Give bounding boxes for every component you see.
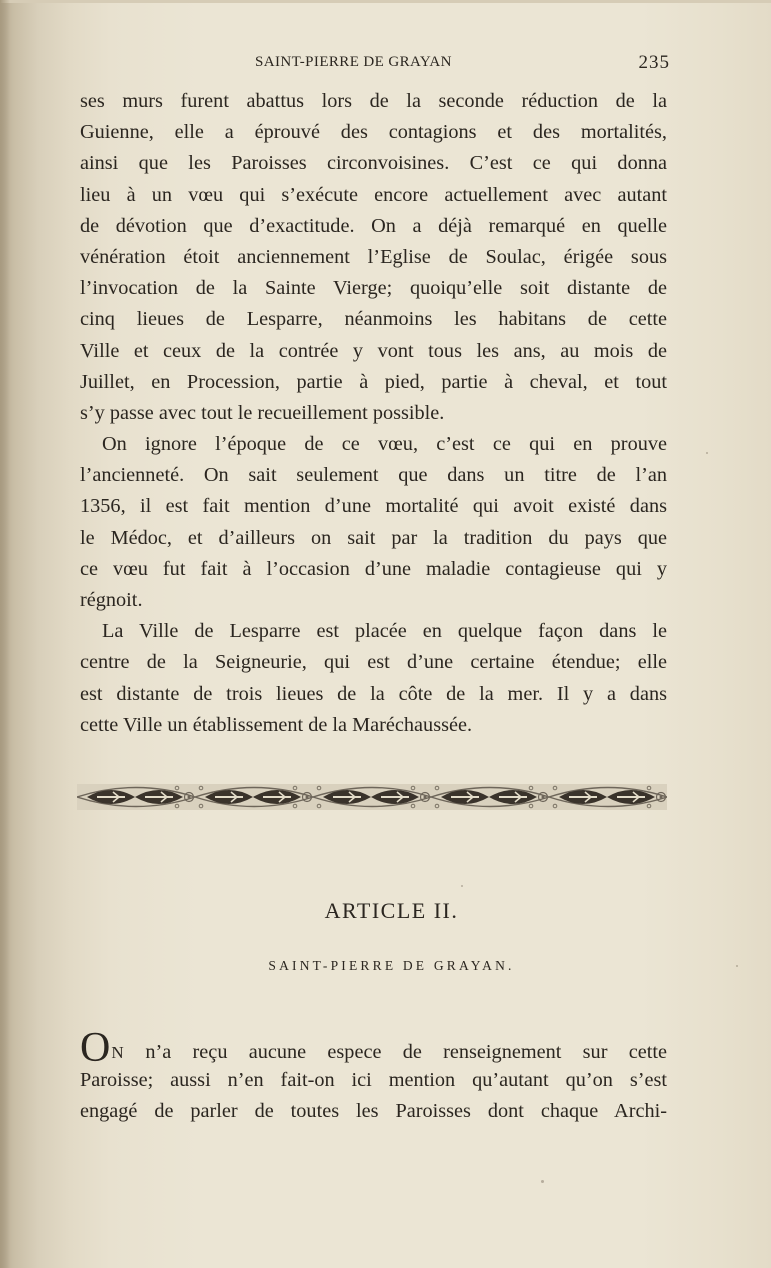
running-head-title: SAINT-PIERRE DE GRAYAN <box>255 54 452 70</box>
text-line: 1356, il est fait mention d’une mortalité qui avoit existé dans <box>80 495 667 518</box>
book-gutter-shadow <box>0 0 10 1268</box>
text-line: lieu à un vœu qui s’exécute encore actuellement avec autant <box>80 183 667 206</box>
ornament-graphic <box>77 780 667 814</box>
text-line: l’invocation de la Sainte Vierge; quoiqu’elle soit distante de <box>80 277 667 300</box>
text-line: de dévotion que d’exactitude. On a déjà remarqué en quelle <box>80 214 667 237</box>
body-text-section-1 <box>80 86 667 741</box>
text-line: s’y passe avec tout le recueillement possible. <box>80 401 445 424</box>
text-line: ce vœu fut fait à l’occasion d’une maladie contagieuse qui y <box>80 557 667 580</box>
text-line: régnoit. <box>80 589 143 611</box>
drop-cap: O <box>80 1025 111 1071</box>
text-line: le Médoc, et d’ailleurs on sait par la tradition du pays que <box>80 526 667 549</box>
text-line: l’ancienneté. On sait seulement que dans un titre de l’an <box>80 464 667 487</box>
ornamental-band <box>77 780 667 814</box>
text-line: cette Ville un établissement de la Maréchaussée. <box>80 713 473 736</box>
text-line: Ville et ceux de la contrée y vont tous les ans, au mois de <box>80 339 667 362</box>
paper-speck <box>706 452 708 454</box>
paragraph-start-line: On ignore l’époque de ce vœu, c’est ce qui en prouve <box>102 433 667 456</box>
page-top-edge <box>0 0 771 3</box>
text-line: engagé de parler de toutes les Paroisses dont chaque Archi- <box>80 1100 667 1123</box>
ornament-rosette-center <box>188 796 191 799</box>
text-line: cinq lieues de Lesparre, néanmoins les habitans de cette <box>80 308 667 331</box>
running-head <box>255 54 670 76</box>
paragraph-start-line: La Ville de Lesparre est placée en quelque façon dans le <box>102 620 667 643</box>
ornament-rosette-center <box>660 796 663 799</box>
paper-speck <box>541 1180 544 1183</box>
opening-line-text: n’a reçu aucune espece de renseignement sur cette <box>124 1041 667 1063</box>
text-line: centre de la Seigneurie, qui est d’une certaine étendue; elle <box>80 651 667 674</box>
page-number: 235 <box>638 52 670 73</box>
paper-speck <box>736 965 738 967</box>
opening-line <box>80 1025 667 1071</box>
text-line: est distante de trois lieues de la côte de la mer. Il y a dans <box>80 682 667 705</box>
article-subheading: SAINT-PIERRE DE GRAYAN. <box>268 958 515 973</box>
paper-speck <box>461 885 463 887</box>
text-line: ainsi que les Paroisses circonvoisines. C’est ce qui donna <box>80 152 667 175</box>
text-line: vénération étoit anciennement l’Eglise de Soulac, érigée sous <box>80 245 667 268</box>
small-caps-word: N <box>111 1043 125 1062</box>
article-heading: ARTICLE II. <box>324 898 459 923</box>
text-line: ses murs furent abattus lors de la seconde réduction de la <box>80 90 667 112</box>
text-line: Paroisse; aussi n’en fait-on ici mention qu’autant qu’on s’est <box>80 1069 667 1092</box>
text-line: Guienne, elle a éprouvé des contagions et des mortalités, <box>80 121 667 144</box>
ornament-rosette-center <box>542 796 545 799</box>
text-line: Juillet, en Procession, partie à pied, partie à cheval, et tout <box>80 370 667 393</box>
ornament-rosette-center <box>424 796 427 799</box>
body-text-section-2 <box>80 1025 667 1128</box>
ornament-rosette-center <box>306 796 309 799</box>
